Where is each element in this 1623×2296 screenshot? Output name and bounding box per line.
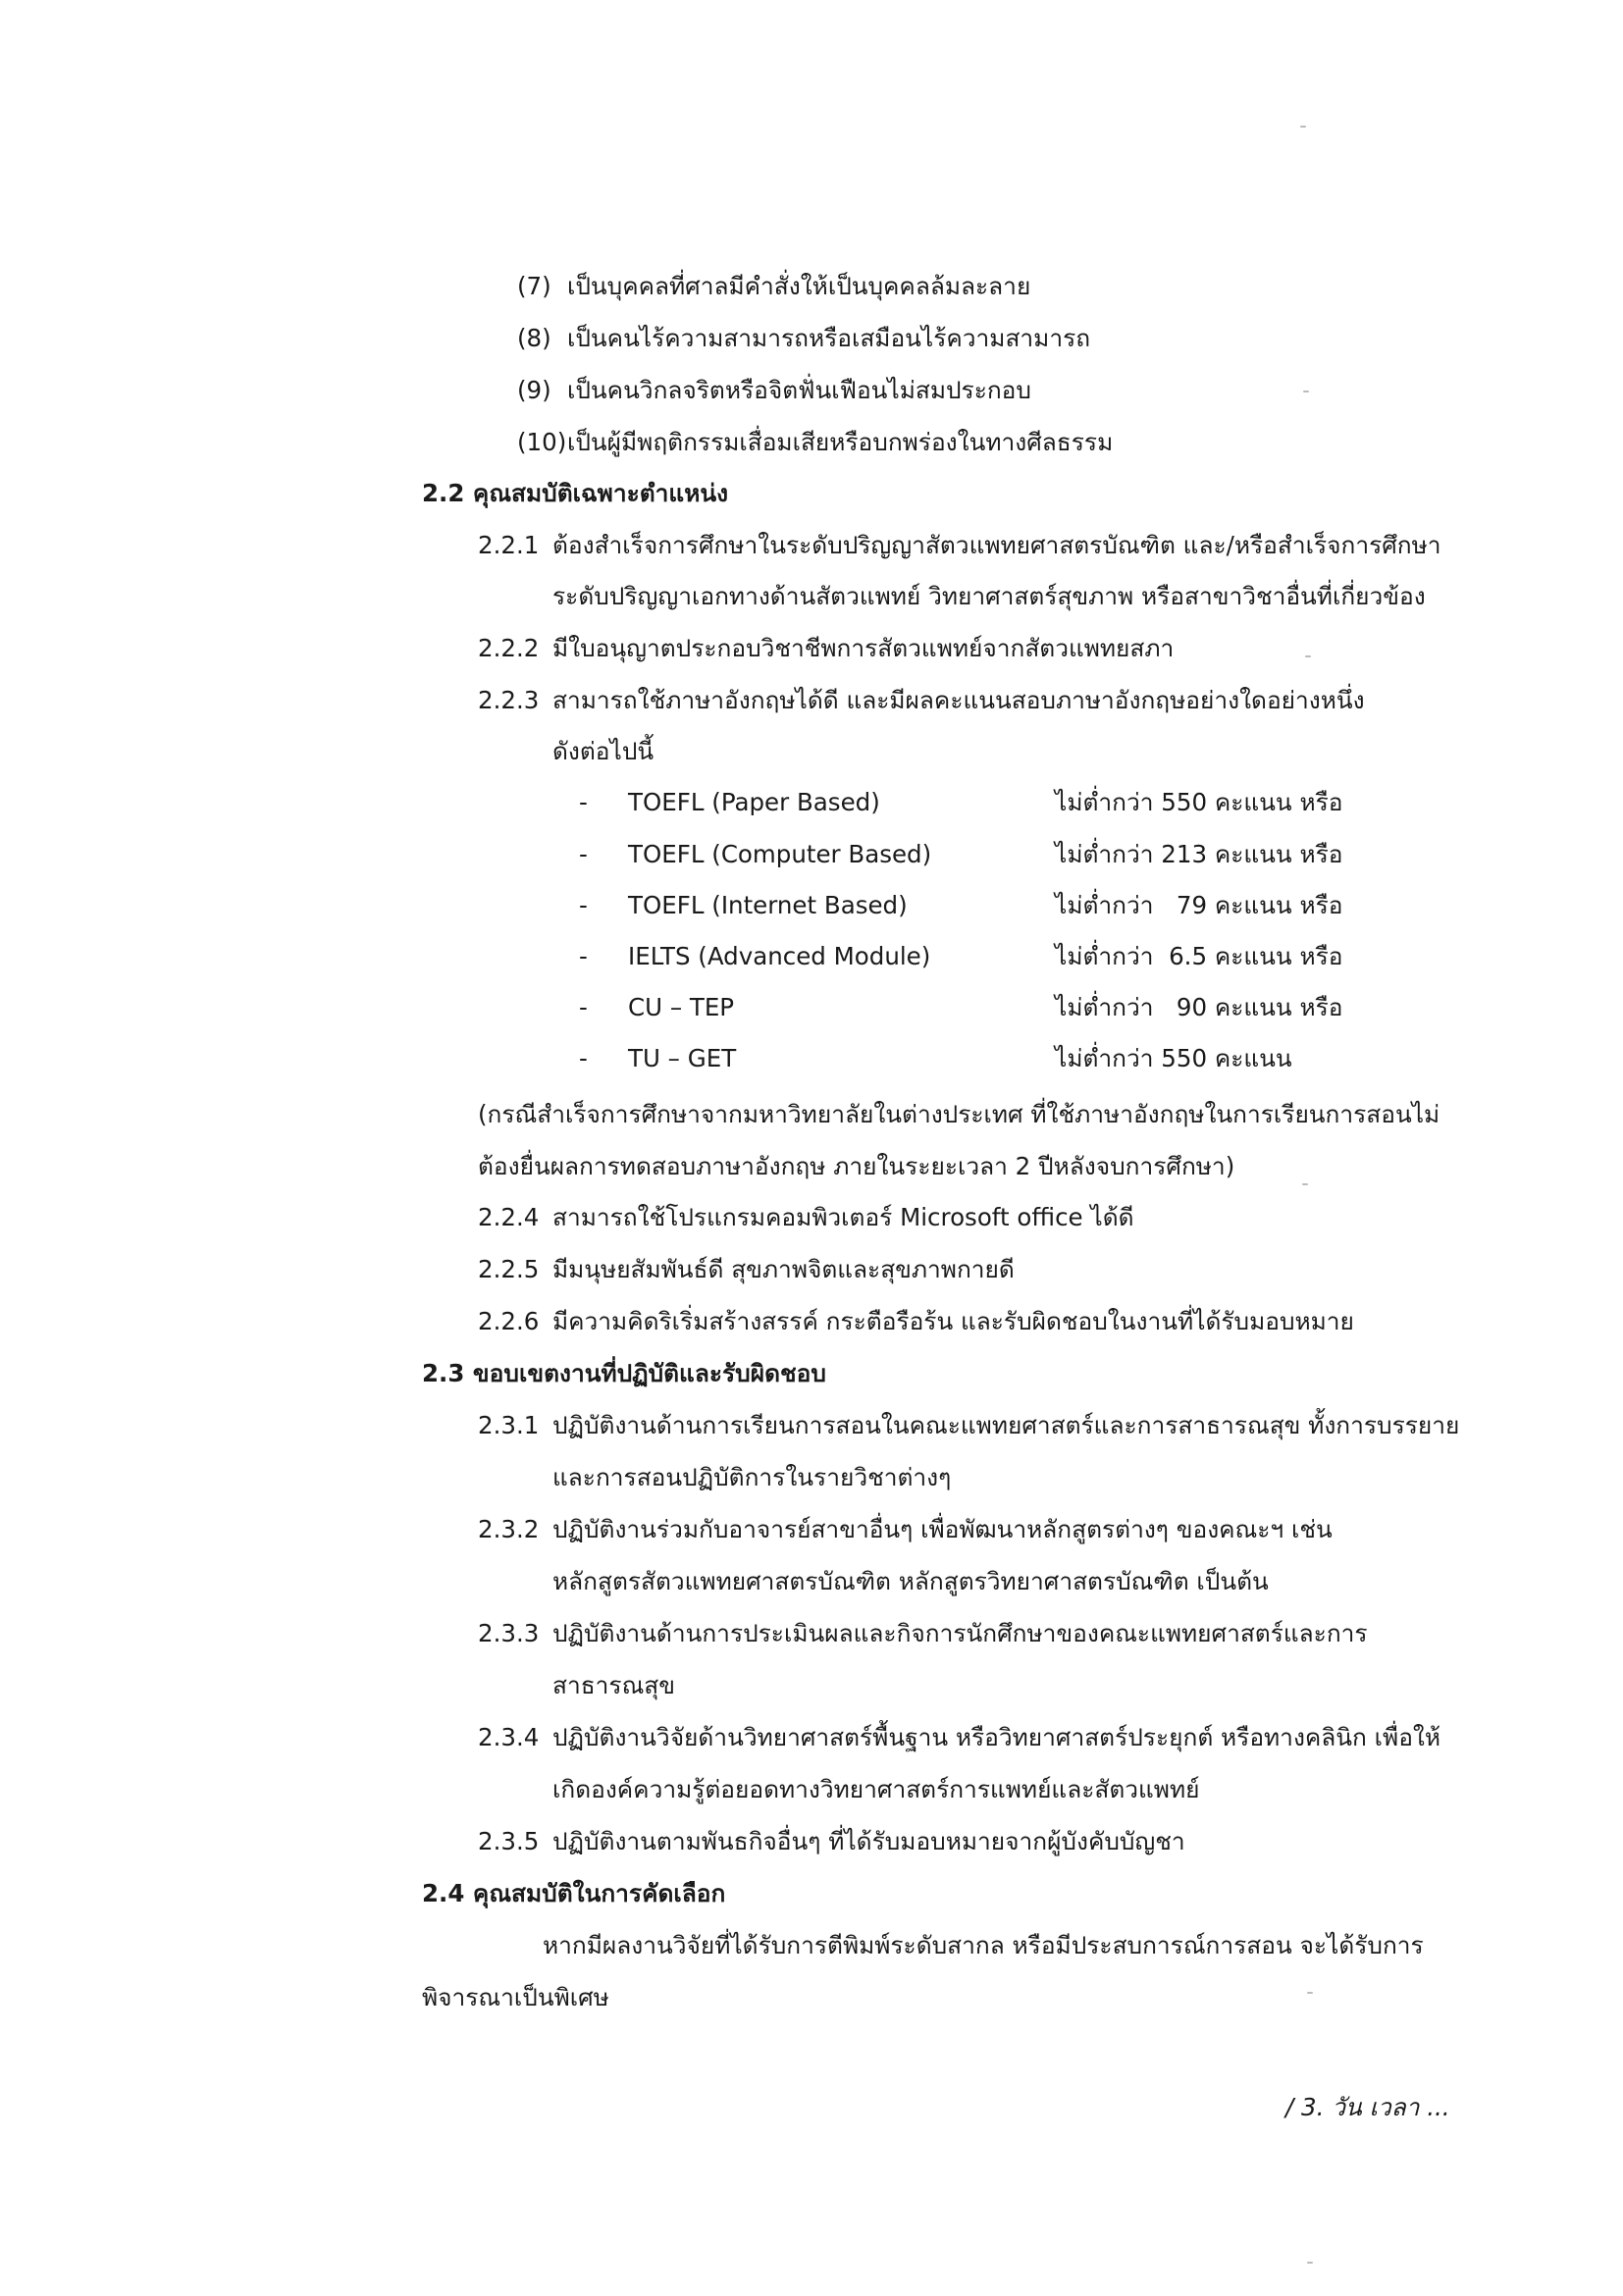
item-2-2-2-number: 2.2.2 <box>478 634 540 662</box>
test-dash: - <box>579 942 588 970</box>
item-2-2-3-number: 2.2.3 <box>478 686 540 714</box>
test-score: ไม่ต่ำกว่า 213 คะแนน หรือ <box>1055 840 1343 868</box>
item-2-2-5-number: 2.2.5 <box>478 1255 540 1283</box>
item-2-3-5-number: 2.3.5 <box>478 1827 540 1855</box>
test-dash: - <box>579 993 588 1021</box>
item-2-3-2-number: 2.3.2 <box>478 1515 540 1543</box>
english-note-line1: (กรณีสำเร็จการศึกษาจากมหาวิทยาลัยในต่างประเทศ ที่ใช้ภาษาอังกฤษในการเรียนการสอนไม่ <box>478 1100 1440 1128</box>
test-dash: - <box>579 788 588 816</box>
test-row <box>579 939 1462 974</box>
section-2-4-heading: 2.4 คุณสมบัติในการคัดเลือก <box>422 1879 726 1907</box>
item-2-2-1-line1: ต้องสำเร็จการศึกษาในระดับปริญญาสัตวแพทยศาสตรบัณฑิต และ/หรือสำเร็จการศึกษา <box>552 531 1441 559</box>
test-row <box>579 888 1462 923</box>
item-7-text: เป็นบุคคลที่ศาลมีคำสั่งให้เป็นบุคคลล้มละลาย <box>567 272 1031 300</box>
item-2-3-2-line2: หลักสูตรสัตวแพทยศาสตรบัณฑิต หลักสูตรวิทยาศาสตรบัณฑิต เป็นต้น <box>552 1567 1269 1595</box>
item-7-number: (7) <box>517 272 551 300</box>
section-2-4-line2: พิจารณาเป็นพิเศษ <box>422 1983 609 2011</box>
item-2-3-1-number: 2.3.1 <box>478 1411 540 1439</box>
test-score: ไม่ต่ำกว่า 6.5 คะแนน หรือ <box>1055 942 1343 970</box>
test-dash: - <box>579 1044 588 1072</box>
item-9-text: เป็นคนวิกลจริตหรือจิตฟั่นเฟือนไม่สมประกอบ <box>567 376 1031 404</box>
scan-speck <box>1303 391 1309 392</box>
item-2-3-4-line1: ปฏิบัติงานวิจัยด้านวิทยาศาสตร์พื้นฐาน หรือวิทยาศาสตร์ประยุกต์ หรือทางคลินิก เพื่อให้ <box>552 1723 1441 1751</box>
test-name: TU – GET <box>628 1044 737 1072</box>
section-2-2-heading: 2.2 คุณสมบัติเฉพาะตำแหน่ง <box>422 479 729 507</box>
item-2-3-3-line2: สาธารณสุข <box>552 1671 676 1699</box>
item-2-2-4-number: 2.2.4 <box>478 1203 540 1231</box>
item-2-2-2-text: มีใบอนุญาตประกอบวิชาชีพการสัตวแพทย์จากสัตวแพทยสภา <box>552 634 1175 662</box>
test-name: CU – TEP <box>628 993 735 1021</box>
test-name: TOEFL (Internet Based) <box>628 891 908 919</box>
scan-speck <box>1307 2262 1313 2264</box>
test-score: ไม่ต่ำกว่า 550 คะแนน หรือ <box>1055 788 1343 816</box>
item-2-2-6-text: มีความคิดริเริ่มสร้างสรรค์ กระตือรือร้น และรับผิดชอบในงานที่ได้รับมอบหมาย <box>552 1307 1354 1335</box>
item-2-2-1-number: 2.2.1 <box>478 531 540 559</box>
test-score: ไม่ต่ำกว่า 550 คะแนน <box>1055 1044 1292 1072</box>
item-2-3-4-line2: เกิดองค์ความรู้ต่อยอดทางวิทยาศาสตร์การแพทย์และสัตวแพทย์ <box>552 1775 1200 1803</box>
item-2-2-3-line1: สามารถใช้ภาษาอังกฤษได้ดี และมีผลคะแนนสอบภาษาอังกฤษอย่างใดอย่างหนึ่ง <box>552 686 1365 714</box>
test-name: TOEFL (Computer Based) <box>628 840 932 868</box>
item-2-2-6-number: 2.2.6 <box>478 1307 540 1335</box>
item-2-3-1-line2: และการสอนปฏิบัติการในรายวิชาต่างๆ <box>552 1463 952 1491</box>
english-note-line2: ต้องยื่นผลการทดสอบภาษาอังกฤษ ภายในระยะเวลา 2 ปีหลังจบการศึกษา) <box>478 1152 1235 1180</box>
test-score: ไม่ต่ำกว่า 90 คะแนน หรือ <box>1055 993 1343 1021</box>
item-10-number: (10) <box>517 428 567 456</box>
test-dash: - <box>579 840 588 868</box>
test-row <box>579 785 1462 820</box>
item-2-2-4-text: สามารถใช้โปรแกรมคอมพิวเตอร์ Microsoft office ได้ดี <box>552 1203 1134 1231</box>
test-row <box>579 990 1462 1025</box>
test-name: TOEFL (Paper Based) <box>628 788 880 816</box>
section-2-4-line1: หากมีผลงานวิจัยที่ได้รับการตีพิมพ์ระดับสากล หรือมีประสบการณ์การสอน จะได้รับการ <box>543 1931 1424 1959</box>
item-2-3-2-line1: ปฏิบัติงานร่วมกับอาจารย์สาขาอื่นๆ เพื่อพัฒนาหลักสูตรต่างๆ ของคณะฯ เช่น <box>552 1515 1333 1543</box>
scan-speck <box>1300 126 1306 128</box>
scan-speck <box>1305 655 1311 657</box>
test-name: IELTS (Advanced Module) <box>628 942 931 970</box>
item-2-2-1-line2: ระดับปริญญาเอกทางด้านสัตวแพทย์ วิทยาศาสตร์สุขภาพ หรือสาขาวิชาอื่นที่เกี่ยวข้อง <box>552 582 1426 610</box>
item-2-2-5-text: มีมนุษยสัมพันธ์ดี สุขภาพจิตและสุขภาพกายดี <box>552 1255 1015 1283</box>
item-2-3-5-text: ปฏิบัติงานตามพันธกิจอื่นๆ ที่ได้รับมอบหมายจากผู้บังคับบัญชา <box>552 1827 1185 1855</box>
test-score: ไม่ต่ำกว่า 79 คะแนน หรือ <box>1055 891 1343 919</box>
item-2-3-4-number: 2.3.4 <box>478 1723 540 1751</box>
item-2-3-3-number: 2.3.3 <box>478 1619 540 1647</box>
continuation-footer: / 3. วัน เวลา ... <box>1285 2093 1450 2121</box>
item-8-number: (8) <box>517 324 551 352</box>
item-9-number: (9) <box>517 376 551 404</box>
item-2-2-3-line2: ดังต่อไปนี้ <box>552 737 654 765</box>
item-8-text: เป็นคนไร้ความสามารถหรือเสมือนไร้ความสามารถ <box>567 324 1091 352</box>
test-row <box>579 1041 1462 1076</box>
test-row <box>579 837 1462 872</box>
test-dash: - <box>579 891 588 919</box>
section-2-3-heading: 2.3 ขอบเขตงานที่ปฏิบัติและรับผิดชอบ <box>422 1359 826 1387</box>
item-2-3-1-line1: ปฏิบัติงานด้านการเรียนการสอนในคณะแพทยศาสตร์และการสาธารณสุข ทั้งการบรรยาย <box>552 1411 1460 1439</box>
item-10-text: เป็นผู้มีพฤติกรรมเสื่อมเสียหรือบกพร่องในทางศีลธรรม <box>567 428 1114 456</box>
item-2-3-3-line1: ปฏิบัติงานด้านการประเมินผลและกิจการนักศึกษาของคณะแพทยศาสตร์และการ <box>552 1619 1368 1647</box>
scan-speck <box>1307 1992 1313 1994</box>
scan-speck <box>1302 1183 1308 1185</box>
